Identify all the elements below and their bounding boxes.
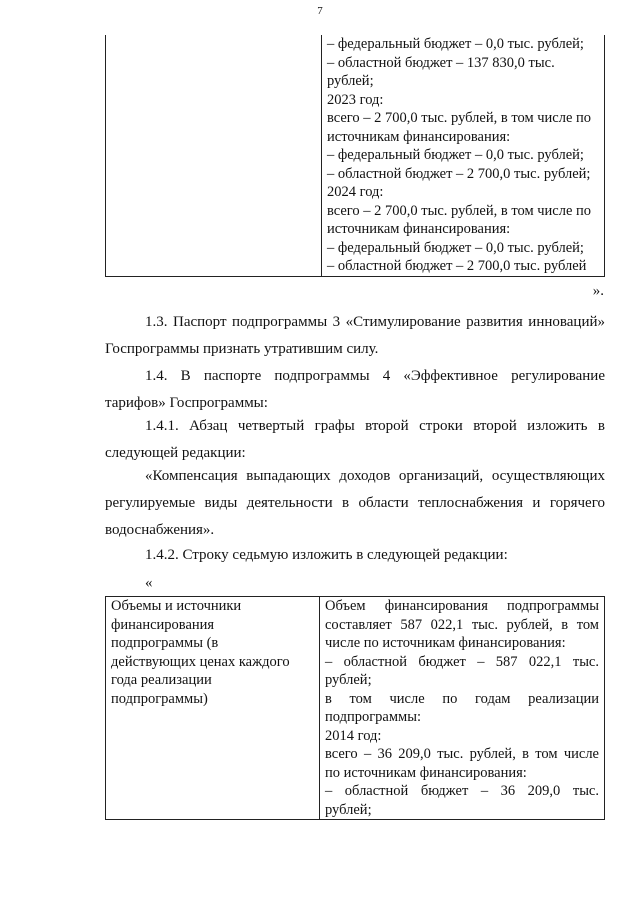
paragraph-1-4-2 (105, 542, 605, 569)
table2-value-line: рублей; (325, 672, 372, 688)
table1-line: – федеральный бюджет – 0,0 тыс. рублей; (327, 36, 584, 52)
table1-line: – областной бюджет – 137 830,0 тыс. (327, 54, 555, 71)
table2-label-line: финансирования (111, 616, 215, 633)
paragraph-line: регулируемые виды деятельности в области теплоснабжения и горячего (105, 495, 605, 511)
financing-table (105, 596, 605, 820)
table1-line: рублей; (327, 73, 374, 89)
paragraph-line: 1.3. Паспорт подпрограммы 3 «Стимулирование развития инноваций» (145, 314, 605, 330)
table2-value-line: 2014 год: (325, 727, 382, 744)
table2-label-line: года реализации (111, 672, 212, 688)
table2-value-line: подпрограммы: (325, 709, 421, 725)
table2-value-line: – областной бюджет – 36 209,0 тыс. (325, 783, 599, 799)
paragraph-line: Госпрограммы признать утратившим силу. (105, 341, 379, 357)
table2-left-cell (106, 597, 320, 820)
paragraph-line: 1.4. В паспорте подпрограммы 4 «Эффективное регулирование (145, 368, 605, 384)
paragraph-line: «Компенсация выпадающих доходов организаций, осуществляющих (145, 468, 605, 484)
table2-value-line: составляет 587 022,1 тыс. рублей, в том (325, 616, 599, 633)
page-number: 7 (317, 5, 323, 17)
table2-label-line: Объемы и источники (111, 598, 242, 614)
paragraph-line: тарифов» Госпрограммы: (105, 395, 268, 411)
table1-line: – федеральный бюджет – 0,0 тыс. рублей; (327, 239, 584, 256)
table1-line: 2023 год: (327, 91, 384, 108)
quoted-text (105, 463, 605, 544)
table1-line: – федеральный бюджет – 0,0 тыс. рублей; (327, 147, 584, 163)
table1-line: 2024 год: (327, 184, 384, 200)
table1-line: источникам финансирования: (327, 128, 511, 145)
table2-value-line: в том числе по годам реализации (325, 690, 599, 707)
financing-table-continued (105, 35, 605, 277)
table2-value-line: Объем финансирования подпрограммы (325, 598, 599, 614)
table2-label-line: подпрограммы) (111, 690, 208, 707)
table2-label-line: подпрограммы (в (111, 635, 219, 651)
table2-value-line: числе по источникам финансирования: (325, 635, 566, 651)
table1-line: – областной бюджет – 2 700,0 тыс. рублей; (327, 165, 591, 182)
table1-line: – областной бюджет – 2 700,0 тыс. рублей (327, 258, 587, 274)
paragraph-1-4 (105, 363, 605, 417)
paragraph-line: « (145, 575, 153, 591)
table2-value-line: рублей; (325, 801, 372, 818)
table2-right-cell (320, 597, 605, 820)
paragraph-line: 1.4.1. Абзац четвертый графы второй строки второй изложить в (145, 418, 605, 434)
paragraph-1-4-1 (105, 413, 605, 467)
table1-left-cell (106, 35, 322, 276)
table1-line: всего – 2 700,0 тыс. рублей, в том числе по (327, 202, 592, 219)
paragraph-line: 1.4.2. Строку седьмую изложить в следующей редакции: (145, 547, 508, 563)
table1-line: источникам финансирования: (327, 221, 511, 237)
table1-right-cell (322, 35, 605, 276)
table1-line: всего – 2 700,0 тыс. рублей, в том числе по (327, 110, 592, 126)
table2-label-line: действующих ценах каждого (111, 653, 290, 670)
table2-value-line: всего – 36 209,0 тыс. рублей, в том числе (325, 746, 599, 762)
paragraph-1-3 (105, 309, 605, 363)
paragraph-line: водоснабжения». (105, 522, 215, 538)
table2-value-line: по источникам финансирования: (325, 764, 527, 781)
opening-quote (105, 570, 605, 597)
closing-quote: ». (592, 283, 604, 299)
table2-value-line: – областной бюджет – 587 022,1 тыс. (325, 653, 599, 670)
paragraph-line: следующей редакции: (105, 445, 246, 461)
